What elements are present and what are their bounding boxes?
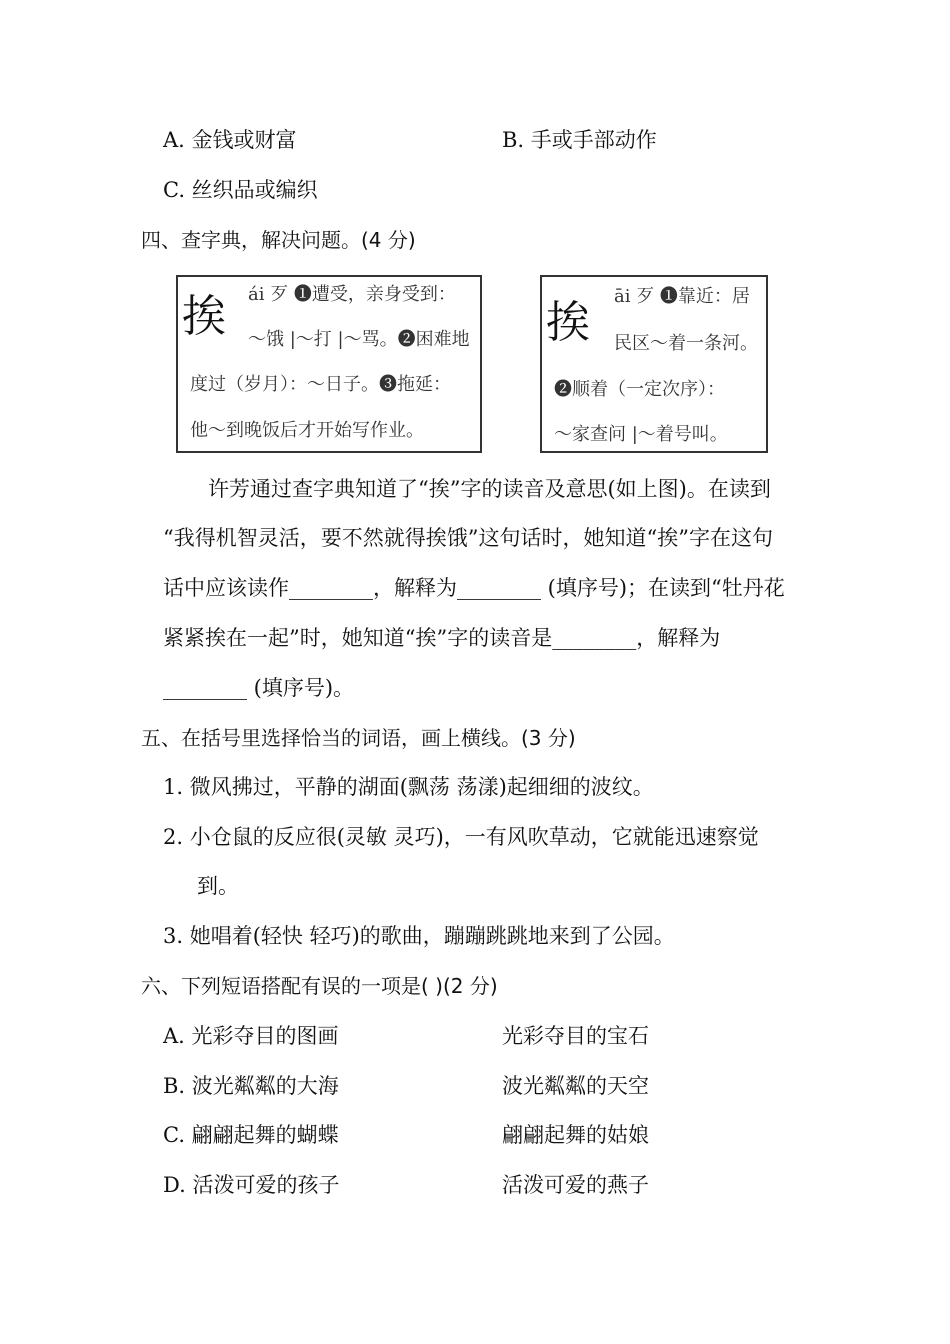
q6-option-c-right: 翩翩起舞的姑娘 [502, 1123, 649, 1147]
dictionary-line: ái 歹 ❶遭受，亲身受到： [248, 284, 456, 305]
q6-option-a-right: 光彩夺目的宝石 [502, 1024, 649, 1048]
q4-paragraph-line: 许芳通过查字典知道了“挨”字的读音及意思(如上图)。在读到 [208, 477, 771, 501]
q5-item-3: 3. 她唱着(轻快 轻巧)的歌曲，蹦蹦跳跳地来到了公园。 [163, 924, 675, 948]
q3-option-a: A. 金钱或财富 [163, 128, 297, 152]
q3-option-c: C. 丝织品或编织 [163, 178, 318, 202]
dictionary-line: ❷顺着（一定次序）： [554, 379, 725, 400]
dictionary-line: ～饿 |～打 |～骂。❷困难地 [248, 329, 470, 350]
dictionary-char: 挨 [182, 291, 226, 342]
q6-option-d-left: D. 活泼可爱的孩子 [163, 1173, 340, 1197]
q5-item-1: 1. 微风拂过，平静的湖面(飘荡 荡漾)起细细的波纹。 [163, 775, 654, 799]
q6-option-a-left: A. 光彩夺目的图画 [163, 1024, 339, 1048]
dictionary-char: 挨 [546, 297, 590, 348]
q4-paragraph-line: ________ (填序号)。 [163, 676, 355, 700]
dictionary-line: ～家查问 |～着号叫。 [554, 424, 728, 445]
q4-paragraph-line: 紧紧挨在一起”时，她知道“挨”字的读音是________，解释为 [163, 626, 721, 650]
dictionary-entry-ai-1 [540, 275, 768, 453]
q6-option-d-right: 活泼可爱的燕子 [502, 1173, 649, 1197]
q6-option-b-left: B. 波光粼粼的大海 [163, 1074, 339, 1098]
dictionary-entry-ai-2 [176, 275, 482, 453]
q5-item-2: 2. 小仓鼠的反应很(灵敏 灵巧)，一有风吹草动，它就能迅速察觉 [163, 825, 759, 849]
q6-option-c-left: C. 翩翩起舞的蝴蝶 [163, 1123, 339, 1147]
dictionary-line: 度过（岁月）：～日子。❸拖延： [190, 374, 451, 395]
dictionary-line: 民区～着一条河。 [614, 333, 758, 354]
q5-item-2-cont: 到。 [197, 874, 239, 898]
q3-option-b: B. 手或手部动作 [502, 128, 657, 152]
q6-option-b-right: 波光粼粼的天空 [502, 1074, 649, 1098]
q4-paragraph-line: 话中应该读作________，解释为________ (填序号)；在读到“牡丹花 [163, 576, 785, 600]
dictionary-line: āi 歹 ❶靠近：居 [614, 286, 750, 307]
q4-paragraph-line: “我得机智灵活，要不然就得挨饿”这句话时，她知道“挨”字在这句 [163, 526, 773, 550]
q5-heading: 五、在括号里选择恰当的词语，画上横线。(3 分) [141, 726, 576, 750]
q4-heading: 四、查字典，解决问题。(4 分) [141, 228, 416, 252]
q6-heading: 六、下列短语搭配有误的一项是( )(2 分) [141, 974, 498, 998]
dictionary-line: 他～到晚饭后才开始写作业。 [190, 420, 424, 441]
